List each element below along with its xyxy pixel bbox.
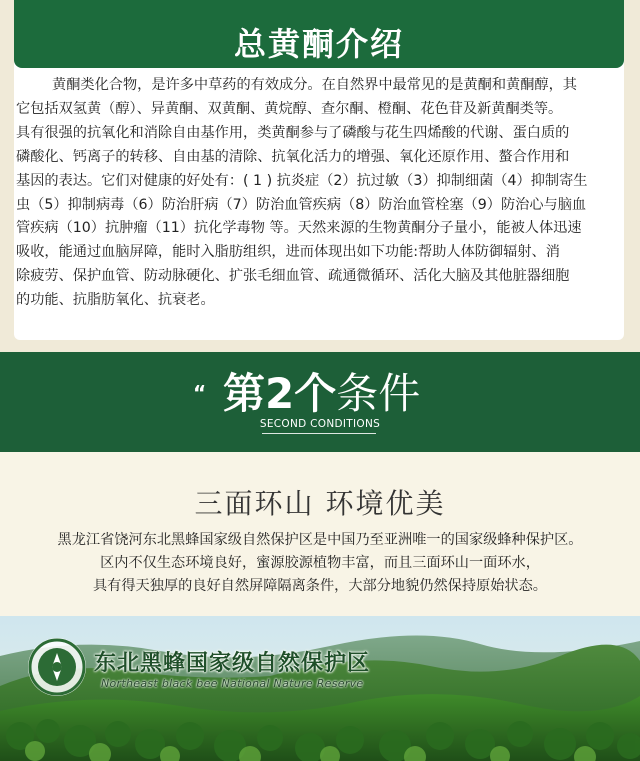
intro-line: 吸收，能通过血脑屏障，能时入脂肪组织，进而体现出如下功能:帮助人体防御辐射、消 [16, 244, 560, 261]
reserve-title: 东北黑蜂国家级自然保护区 [94, 651, 371, 676]
environment-line: 具有得天独厚的良好自然屏障隔离条件，大部分地貌仍然保持原始状态。 [92, 578, 547, 594]
condition-title-light: 条件 [336, 369, 421, 418]
intro-line: 管疾病（10）抗肿瘤（11）抗化学毒物 等。天然来源的生物黄酮分子量小，能被人体迅速 [16, 220, 582, 237]
intro-body [16, 74, 612, 313]
intro-header [14, 0, 624, 68]
intro-line: 的功能、抗脂肪氧化、抗衰老。 [16, 292, 215, 309]
condition-title [223, 369, 420, 419]
environment-line: 区内不仅生态环境良好，蜜源胶源植物丰富，而且三面环山一面环水， [100, 555, 540, 571]
condition-title-bold: 第2个 [223, 369, 337, 418]
intro-line: 具有很强的抗氧化和消除自由基作用，类黄酮参与了磷酸与花生四烯酸的代谢、蛋白质的 [16, 124, 570, 141]
environment-title: 三面环山 环境优美 [194, 487, 446, 520]
intro-line: 基因的表达。它们对健康的好处有：( 1 ) 抗炎症（2）抗过敏（3）抑制细菌（4）抑制寄生 [16, 172, 588, 189]
intro-line: 磷酸化、钙离子的转移、自由基的清除、抗氧化活力的增强、氧化还原作用、螯合作用和 [16, 148, 570, 165]
intro-line: 它包括双氢黄（醇）、异黄酮、双黄酮、黄烷醇、查尔酮、橙酮、花色苷及新黄酮类等。 [16, 100, 563, 117]
intro-title: 总黄酮介绍 [233, 25, 404, 63]
condition-subtitle: SECOND CONDITIONS [259, 418, 381, 430]
intro-line: 除疲劳、保护血管、防动脉硬化、扩张毛细血管、疏通微循环、活化大脑及其他脏器细胞 [16, 268, 570, 285]
environment-line: 黑龙江省饶河东北黑蜂国家级自然保护区是中国乃至亚洲唯一的国家级蜂种保护区。 [57, 532, 583, 548]
reserve-subtitle: Northeast black bee National Nature Reserve [101, 677, 364, 690]
quote-mark-icon: “ [193, 381, 203, 405]
intro-line: 虫（5）抑制病毒（6）防治肝病（7）防治血管疾病（8）防治血管栓塞（9）防治心与脑血 [16, 196, 587, 213]
intro-line: 黄酮类化合物，是许多中草药的有效成分。在自然界中最常见的是黄酮和黄酮醇，其 [52, 77, 577, 93]
condition-underline [262, 433, 376, 434]
reserve-emblem-icon [26, 636, 88, 698]
